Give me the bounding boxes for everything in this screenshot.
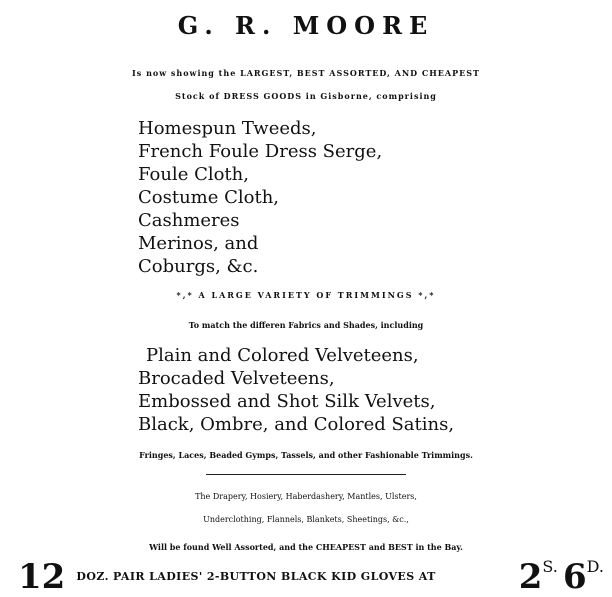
trimmings-subheading: To match the differen Fabrics and Shades, including (188, 320, 424, 330)
list-item: Embossed and Shot Silk Velvets, (138, 391, 436, 412)
page-title: G. R. MOORE (177, 11, 435, 40)
list-item: Cashmeres (138, 210, 240, 231)
departments-line-3: Will be found Well Assorted, and the CHEAPEST and BEST in the Bay. (149, 542, 463, 552)
departments-line-2: Underclothing, Flannels, Blankets, Sheetings, &c., (203, 515, 409, 524)
price-shillings: 2 (518, 557, 543, 597)
offer-quantity: 12 (18, 557, 66, 597)
offer-price (519, 559, 604, 595)
offer-text: DOZ. PAIR LADIES' 2-BUTTON BLACK KID GLOVES AT (76, 570, 436, 583)
list-item: Brocaded Velveteens, (138, 368, 335, 389)
fringes-line: Fringes, Laces, Beaded Gymps, Tassels, and other Fashionable Trimmings. (139, 450, 473, 460)
list-item: Merinos, and (138, 233, 259, 254)
list-item: Homespun Tweeds, (138, 118, 317, 139)
list-item: Costume Cloth, (138, 187, 280, 208)
trimmings-heading: *,* A LARGE VARIETY OF TRIMMINGS *,* (176, 290, 436, 300)
intro-line-2: Stock of DRESS GOODS in Gisborne, comprising (175, 91, 437, 101)
list-item: Foule Cloth, (138, 164, 249, 185)
list-item: Black, Ombre, and Colored Satins, (138, 414, 455, 435)
gloves-offer (18, 559, 608, 595)
list-item: Plain and Colored Velveteens, (146, 345, 419, 366)
list-item: Coburgs, &c. (138, 256, 259, 277)
intro-line-1: Is now showing the LARGEST, BEST ASSORTED, AND CHEAPEST (132, 68, 480, 78)
departments-line-1: The Drapery, Hosiery, Haberdashery, Mantles, Ulsters, (195, 492, 417, 501)
divider (206, 474, 406, 475)
shillings-mark: S. (542, 557, 558, 576)
list-item: French Foule Dress Serge, (138, 141, 383, 162)
price-pence: 6 (562, 557, 587, 597)
pence-mark: D. (586, 557, 604, 576)
